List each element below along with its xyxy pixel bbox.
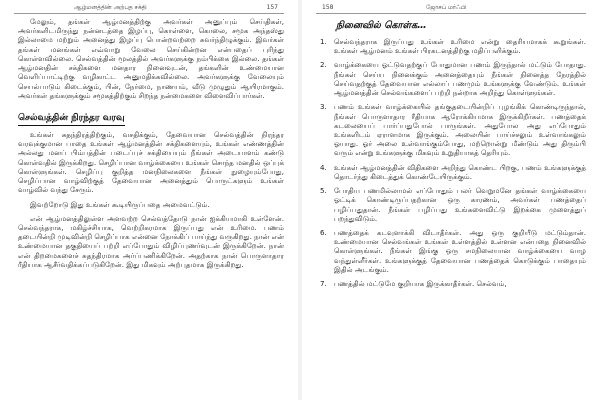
left-page-number: 157 xyxy=(266,4,278,11)
list-item-text: பணத்தில் மட்டுமே குறியாக இருக்காதீர்கள். செல்வம், xyxy=(334,279,507,289)
summary-list xyxy=(320,37,586,288)
right-running-header xyxy=(316,3,586,14)
right-page xyxy=(302,0,600,400)
list-item xyxy=(320,60,586,97)
list-item xyxy=(320,228,586,274)
right-page-body xyxy=(320,17,586,396)
paragraph: இவற்றோடு இது உங்கள் கூடியிருப்பதை அமைவட்டும். xyxy=(30,199,210,209)
list-item-number: 6. xyxy=(320,227,327,237)
paragraph: மேலும், தங்கள் ஆழ்மனத்திற்கு அவர்கள் அனுப்பும் செய்திகள், அவர்களிடமிருந்து நன்னடத்தை இழப்பு, கொள்ளை, கொலை, சமூக அந்தஸ்து இல்லாமை மற்றும் அனைத்து இழப்பு பொன்றவற்றை சுவர்ந்திழுக்கும். இவர்கள் தங்கள் மனங்கள் எவ்வாறு வேலை செய்கின்றன என்பதைப் புரிந்து கொள்ளவில்லை. செல்வத்தின் மூலத்தில் அவர்களுக்கு நம்பிக்கை இல்லை. தங்கள் ஆழ்மனதின் சக்திகளை மனதார நினைவுடன், தங்களின் உண்மையான வெளிப்பாட்டிற்கு வழிகாட்ட அனுமதிக்கவில்லை. அவர்களுக்கு வேலையும் செயல்பாடும் கிடைக்கும், பின், நேர்மை, நாணயம், வீடு முழுதும் ஆயிரமாகும். அவர்கள் தங்களுக்கும் சமூகத்திற்கும் சிறந்த நன்மைகளை விளைவிப்பார்கள். xyxy=(18,17,284,100)
left-running-header xyxy=(14,3,284,14)
list-item xyxy=(320,186,586,223)
list-item-number: 2. xyxy=(320,60,327,70)
list-item-text: போதிய பணமில்லாமல் எப்போதும் பலர் வெறுமனே தங்கள் வாழ்க்கையை ஓட்டிக் கொண்டிருப்பதற்கான ஒரு காரணம், அவர்கள் பணத்தைப் பழிப்பதுதான். நீங்கள் பழிப்பது உங்களைவிட்டு இறக்கை முளைத்துப் பறந்துவிடும். xyxy=(334,186,586,223)
list-item-number: 5. xyxy=(320,186,327,196)
list-item xyxy=(320,37,586,55)
list-item xyxy=(320,102,586,157)
chapter-heading: நினைவில் கொள்க… xyxy=(336,20,427,31)
list-item-text: உங்கள் ஆழ்மனத்தின் விதிகளை அறிந்து கொண்ட பிறகு, பணம் உங்களுக்குத் தொடர்ந்து கிடைத்துக் கொண்டேயிருக்கும். xyxy=(334,162,586,181)
list-item-text: பணம் உங்கள் வாழ்க்கையில் தங்குதடையின்றிப் புழங்கிக் கொண்டிருந்தால், நீங்கள் பொருளாதார ரீதியாக ஆரோக்கியமாக இருக்கிறீர்கள். பணத்தைக் கடலையைப் பார்ப்பதுபோல் பாருங்கள். அதுபோல அது எப்போதும் உங்களிடம் ஏராளமாக இருக்கும். அலையின் பாய்ச்சலும் உள்வாங்கலும் ஓயாது. ஓர் அலை உள்வாங்கும்போது, மற்றொன்று மீண்டும் அது திரும்பி வரும் என்று உங்களுக்கு மிகவும் உறுதியாகத் தெரியும். xyxy=(334,102,586,158)
section-heading: செல்வத்தின் நிரந்தர வரவு xyxy=(18,113,125,126)
right-header-title: ஜோசப் மர்ஃபி xyxy=(426,4,467,11)
paragraph: உங்கள் சுதந்திரத்திற்கும், வசதிக்கும், தேவையான செல்வத்தின் நிரந்தர வரவுக்குமான பாதை உங்கள் ஆழ்மனத்தின் சக்திகளையும், உங்கள் எண்ணத்தின் அல்லது மனப் பிம்பத்தின் படைப்புச் சக்தியையும் நீங்கள் அடையாளம் கண்டு கொள்வதில் இருக்கிறது. செழிப்பான வாழ்க்கையை உங்கள் சொந்த மனதில் ஒப்புக் கொள்ளுங்கள். செழிப்பு குறித்த மனநிலைகளை நீங்கள் நுழையும்போது, செழிப்பான வாழ்விற்குத் தேவையான அனைத்தும் பொருட்களும் உங்கள் வாழ்வில் வந்து சேரும். xyxy=(18,129,284,195)
right-page-number: 158 xyxy=(322,4,334,11)
left-header-title: ஆழ்மனத்தின் அற்புத சக்தி xyxy=(74,4,147,11)
list-item-number: 4. xyxy=(320,162,327,172)
list-item-number: 3. xyxy=(320,102,327,112)
left-page-body xyxy=(18,17,284,396)
left-page xyxy=(0,0,298,400)
list-item xyxy=(320,163,586,181)
list-item-text: செல்வந்தராக இருப்பது உங்கள் உரிமை என்று தைரியமாகக் கூறுங்கள். உங்கள் ஆழ்மனம் உங்கள் பிரகடனத்திற்கு மதிப்பளிக்கும். xyxy=(334,37,586,56)
list-item-text: வாழ்க்கையை ஓட்டுவதற்குப் போதுமான பணம் இருந்தால் மட்டும் போதாது. நீங்கள் செய்ய நினைக்கும் அனைத்தையும் நீங்கள் நினைத்த நேரத்தில் செய்வதற்குத் தேவையான எல்லாப் பணமும் உங்களுக்கு வேண்டும். உங்கள் ஆழ்மனத்தின் செல்வங்களைப் பற்றி நன்றாக அறிந்து கொள்ளுங்கள். xyxy=(334,60,586,98)
list-item-number: 7. xyxy=(320,279,327,289)
list-item-text: பணத்தைக் கடவுளாக்கி விடாதீர்கள். அது ஒரு குறியீடு மட்டும்தான். உண்மையான செல்வங்கள் உங்கள் உள்ளத்தில் உள்ளன என்பதை நினைவில் கொள்ளுங்கள். நீங்கள் இங்கு ஒரு சமநிலையான வாழ்க்கையை வாழ வந்துள்ளீர்கள். உங்களுக்குத் தேவையான பணத்தைக் கொடுக்கும் பாதையும் இதில் அடங்கும். xyxy=(334,227,586,274)
list-item-number: 1. xyxy=(320,37,327,46)
list-item xyxy=(320,279,586,288)
paragraph: என் ஆழ்மனத்திலுள்ள அளவற்ற செல்வத்தோடு நான் ஐக்கியமாகி உள்ளேன். செல்வந்தராக, மகிழ்ச்சியாக, வெற்றிகரமாக இருப்பது என் உரிமை. பணம் தடையின்றி முடிவின்றி செழிப்பாக என்னை நோக்கிப் பாய்ந்து வருகிறது. நான் என் உண்மையான தகுதியைப் பற்றி எப்போதும் விழிப்புணர்வுடன் இருக்கிறேன். நான் என் திறமைகளைச் சுதந்திரமாக அர்ப்பணிக்கிறேன். அதற்காக நான் பொருளாதார ரீதியாக ஆசீர்வதிக்கப்படுகிறேன். இது மிகவும் அற்புதமாக இருக்கிறது. xyxy=(18,213,284,269)
